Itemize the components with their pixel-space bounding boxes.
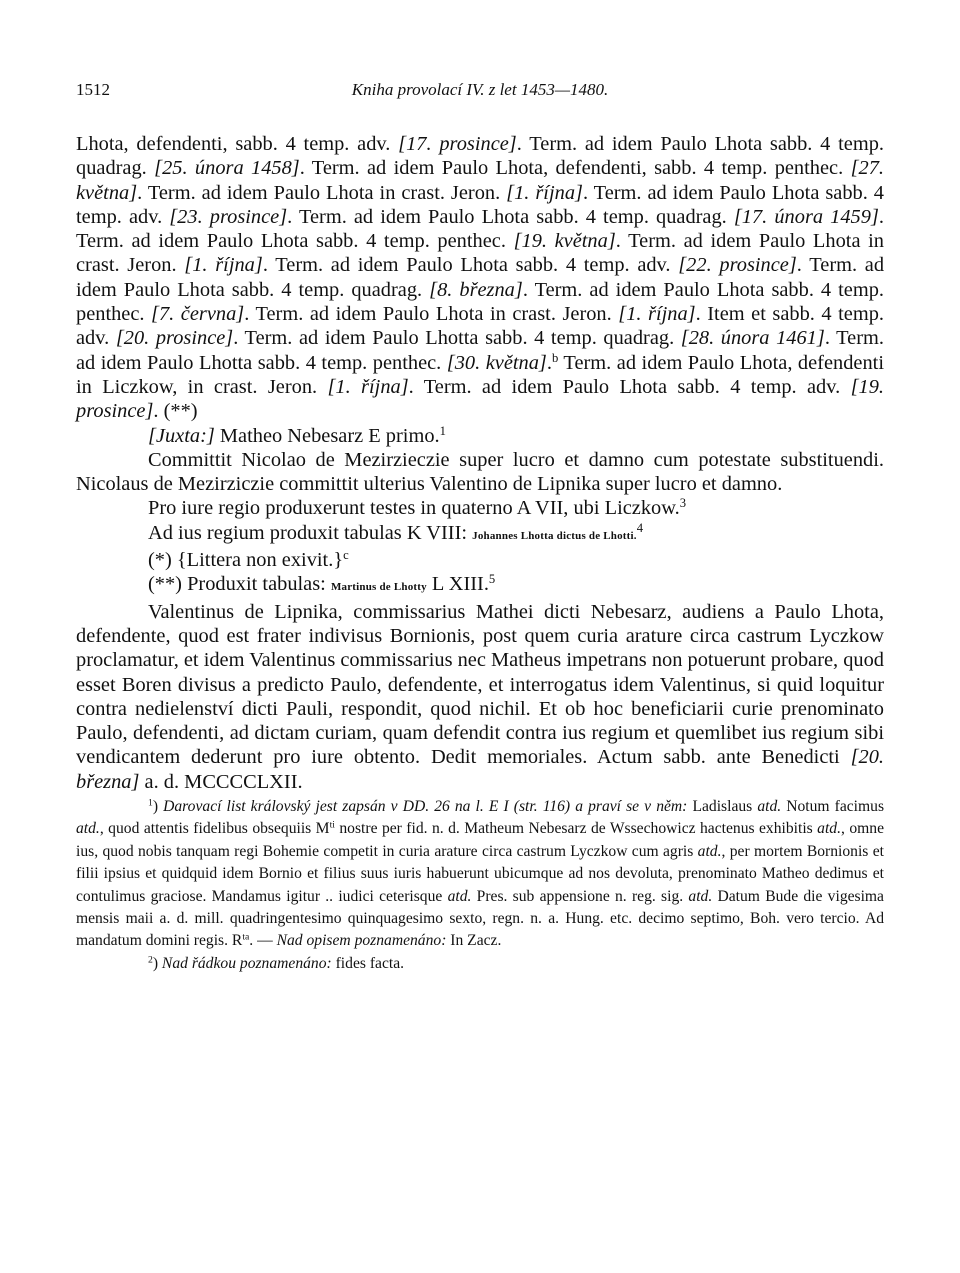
footnote-mark: 5	[488, 572, 496, 587]
paragraph-iure-regio: Pro iure regio produxerunt testes in quaterno A VII, ubi Liczkow.$^3$	[148, 496, 687, 520]
footnote-1: $^1$) Darovací list královský jest zapsán v DD. 26 na l. E I (str. 116) a praví se v něm: Ladislaus atd. Notum facimus atd., quod attentis fidelibus obsequiis $M^{ti}$ nostre per fid. n. d. Matheum Nebesarz de Wssechowicz hactenus exhibitis atd., omne ius, quod nobis tanquam regi Bohemie competit in curia arature circa castrum Lyczkow cum agris atd., per mortem Bornionis et filii ipsius et quidquid idem Bornio et filius suus iuris habuerunt ubicumque ad nos devoluta, prenominato Matheo dedimus et contulimus graciose. Mandamus igitur .. iudici ceterisque atd. Pres. sub appensione n. reg. sig. atd. Datum Bude die vigesima mensis maii a. d. mill. quadringentesimo quinquagesimo sexto, regn. n. a. Hung. etc. decimo septimo, Boh. vero tercio. Ad mandatum domini regis. $R^{ta}$. — Nad opisem poznamenáno: In Zacz.	[76, 797, 885, 950]
main-text	[76, 132, 884, 794]
paragraph-produxit: (**) Produxit tabulas: Martinus de Lhotty L XIII.$^5$	[148, 572, 496, 596]
paragraph-littera: (*) {Littera non exivit.}$^c$	[148, 548, 349, 572]
footnote-mark: 4	[636, 520, 644, 535]
document-page	[76, 78, 884, 975]
page-number: 1512	[76, 80, 110, 99]
running-header	[76, 78, 884, 108]
running-title: Kniha provolací IV. z let 1453—1480.	[351, 80, 609, 99]
paragraph-terms: Lhota, defendenti, sabb. 4 temp. adv. [17. prosince]. Term. ad idem Paulo Lhota sabb. 4 temp. quadrag. [25. února 1458]. Term. ad idem Paulo Lhota, defendenti, sabb. 4 temp. penthec. [27. května]. Term. ad idem Paulo Lhota in crast. Jeron. [1. října]. Term. ad idem Paulo Lhota sabb. 4 temp. adv. [23. prosince]. Term. ad idem Paulo Lhota sabb. 4 temp. quadrag. [17. února 1459]. Term. ad idem Paulo Lhota sabb. 4 temp. penthec. [19. května]. Term. ad idem Paulo Lhota in crast. Jeron. [1. října]. Term. ad idem Paulo Lhota sabb. 4 temp. adv. [22. prosince]. Term. ad idem Paulo Lhota sabb. 4 temp. quadrag. [8. března]. Term. ad idem Paulo Lhota sabb. 4 temp. penthec. [7. června]. Term. ad idem Paulo Lhota in crast. Jeron. [1. října]. Item et sabb. 4 temp. adv. [20. prosince]. Term. ad idem Paulo Lhotta sabb. 4 temp. quadrag. [28. února 1461]. Term. ad idem Paulo Lhotta sabb. 4 temp. penthec. [30. května].$^b$ Term. ad idem Paulo Lhota, defendenti in Liczkow, in crast. Jeron. [1. října]. Term. ad idem Paulo Lhota sabb. 4 temp. adv. [19. prosince]. (**)	[76, 133, 885, 423]
paragraph-committit: Committit Nicolao de Mezirzieczie super lucro et damno cum potestate substituendi. Nicolaus de Mezirziczie committit ulterius Valentino de Lipnika super lucro et damno.	[76, 448, 884, 496]
paragraph-ius-regium: Ad ius regium produxit tabulas K VIII: Johannes Lhotta dictus de Lhotti.$^4$	[148, 520, 644, 544]
paragraph-juxta: [Juxta:] Matheo Nebesarz E primo.$^1$	[148, 423, 446, 447]
footnote-2: $^2$) Nad řádkou poznamenáno: fides facta.	[148, 954, 405, 972]
footnote-mark: 1	[439, 423, 446, 438]
paragraph-valentinus: Valentinus de Lipnika, commissarius Mathei dicti Nebesarz, audiens a Paulo Lhota, defendente, quod est frater indivisus Bornionis, post quem curia arature circa castrum Lyczkow proclamatur, et idem Valentinus commissarius nec Matheus impetrans non potuerunt probare, quod esset Boren divisus a predicto Paulo, defendente, et interrogatus idem Valentinus, si quid loquitur contra nedielenství dicti Pauli, respondit, quod nichil. Et ob hoc beneficiarii curie prenominato Paulo, defendenti, ad dictam curiam, quam defendit contra ius regium et quemlibet ius regium sibi vendicantem dederunt pro iure obtento. Dedit memoriales. Actum sabb. ante Benedicti [20. března] a. d. MCCCCLXII.	[76, 600, 885, 793]
footnote-mark: b	[551, 350, 559, 365]
footnote-mark: 3	[679, 496, 687, 511]
footnote-mark: c	[343, 548, 349, 563]
footnotes	[76, 796, 884, 975]
